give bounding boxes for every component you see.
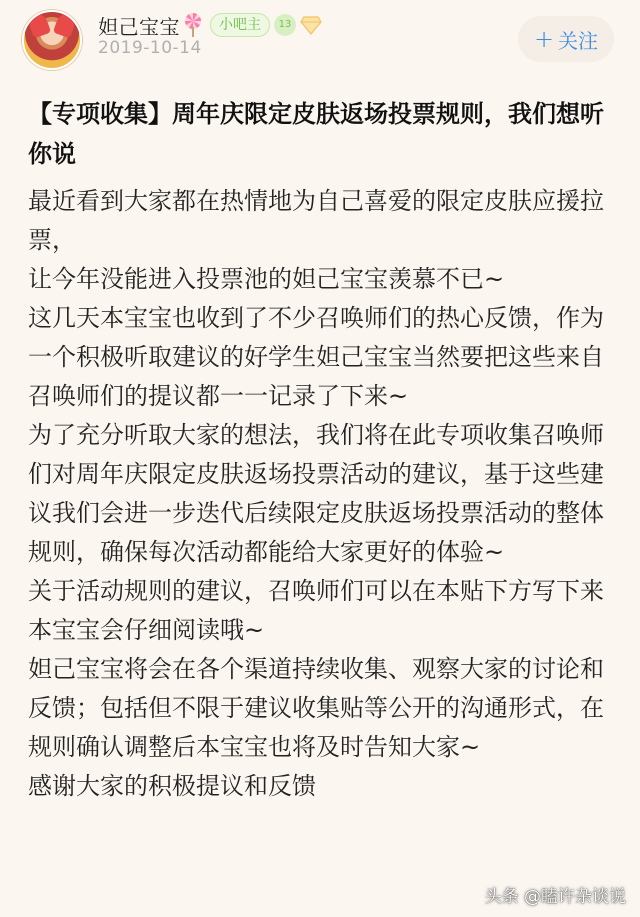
paragraph: 妲己宝宝将会在各个渠道持续收集、观察大家的讨论和反馈；包括但不限于建议收集贴等公开的沟通形式，在规则确认调整后本宝宝也将及时告知大家~ [28, 655, 604, 761]
plus-icon: + [533, 25, 555, 53]
author-info-row [98, 10, 322, 40]
diamond-icon [300, 15, 322, 35]
author-name[interactable]: 妲己宝宝 [98, 14, 180, 39]
follow-label: 关注 [558, 28, 599, 53]
level-badge: 13 [274, 14, 296, 36]
post-body [28, 182, 618, 806]
paragraph: 让今年没能进入投票池的妲己宝宝羡慕不已~ [28, 265, 505, 293]
paragraph: 本宝宝会仔细阅读哦~ [28, 616, 265, 644]
post-header [0, 0, 640, 80]
paragraph: 感谢大家的积极提议和反馈 [28, 772, 316, 800]
paragraph: 最近看到大家都在热情地为自己喜爱的限定皮肤应援拉票， [28, 187, 604, 254]
watermark: 头条 @瞌许杂谈说 [484, 887, 626, 907]
author-avatar[interactable] [22, 10, 82, 70]
paragraph: 关于活动规则的建议，召唤师们可以在本贴下方写下来 [28, 577, 604, 605]
follow-button[interactable] [518, 16, 614, 62]
paragraph: 为了充分听取大家的想法，我们将在此专项收集召唤师们对周年庆限定皮肤返场投票活动的建议，基于这些建议我们会进一步迭代后续限定皮肤返场投票活动的整体规则，确保每次活动都能给大家更好的体验~ [28, 421, 604, 566]
role-badge: 小吧主 [210, 13, 270, 37]
avatar-ear-left [27, 12, 51, 39]
avatar-ear-right [53, 12, 77, 39]
post-date: 2019-10-14 [98, 38, 202, 58]
post-title: 【专项收集】周年庆限定皮肤返场投票规则，我们想听你说 [28, 100, 604, 168]
paragraph: 这几天本宝宝也收到了不少召唤师们的热心反馈，作为一个积极听取建议的好学生妲己宝宝当然要把这些来自召唤师们的提议都一一记录了下来~ [28, 304, 604, 410]
lollipop-icon [184, 13, 202, 37]
